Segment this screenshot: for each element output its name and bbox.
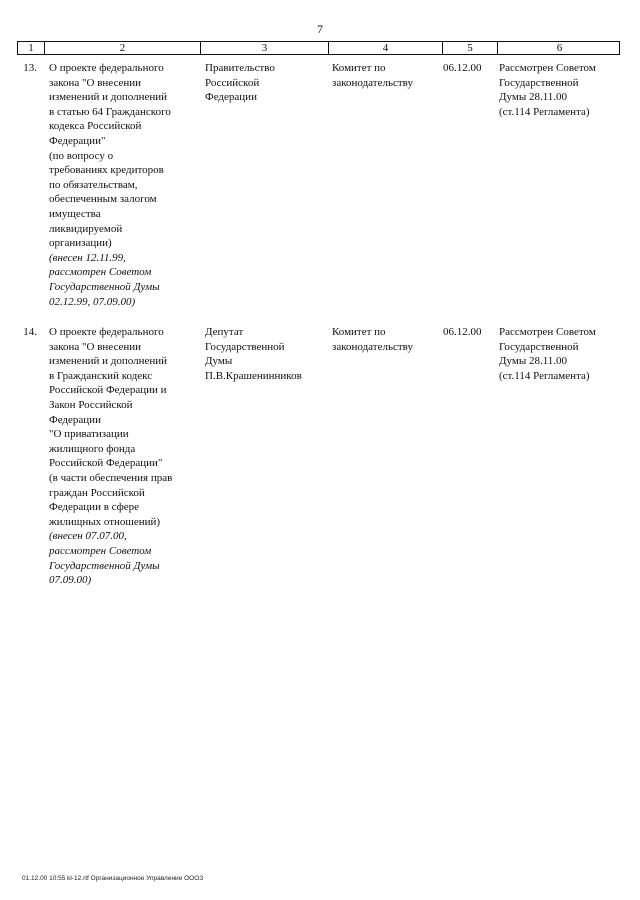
bill-note-line: Государственной Думы <box>49 280 160 293</box>
bill-title <box>43 325 199 588</box>
bill-title-line: Федерации в сфере <box>49 501 140 514</box>
status-line: Рассмотрен Советом <box>499 326 596 338</box>
bill-title-line: Российской Федерации" <box>49 457 163 470</box>
bill-title-line: (в части обеспечения прав <box>49 471 173 484</box>
bill-note-line: 07.09.00) <box>49 574 92 587</box>
bill-title-line: закона "О внесении <box>49 76 142 89</box>
review-date: 06.12.00 <box>443 62 482 74</box>
bill-title-line: организации) <box>49 237 112 250</box>
column-header: 1 <box>28 42 34 54</box>
bill-note-line: рассмотрен Советом <box>49 544 152 557</box>
bill-title-line: граждан Российской <box>49 486 145 499</box>
bill-title-line: изменений и дополнений <box>49 91 167 104</box>
bill-note-line: Государственной Думы <box>49 559 160 572</box>
row-number: 14. <box>23 326 37 338</box>
committee-line: Комитет по <box>332 326 386 338</box>
author-line: Правительство <box>205 62 275 74</box>
column-header: 2 <box>44 42 200 54</box>
committee-line: Комитет по <box>332 62 386 74</box>
bill-title-line: ликвидируемой <box>49 222 123 235</box>
bill-title-line: жилищного фонда <box>49 442 136 455</box>
review-date: 06.12.00 <box>443 326 482 338</box>
bill-title-line: имущества <box>49 207 101 220</box>
author-line: П.В.Крашенинников <box>205 369 302 382</box>
bill-author <box>199 61 327 309</box>
bill-title <box>43 61 199 309</box>
bill-title-line: О проекте федерального <box>49 62 164 74</box>
author-line: Государственной <box>205 340 285 353</box>
table-row <box>17 61 620 309</box>
status-line: Рассмотрен Советом <box>499 62 596 74</box>
bill-title-line: Российской Федерации и <box>49 384 167 397</box>
bill-title-line: обеспеченным залогом <box>49 193 157 206</box>
page-number: 7 <box>317 22 323 36</box>
bill-title-line: требованиях кредиторов <box>49 164 164 177</box>
status-line: Думы 28.11.00 <box>499 91 568 104</box>
bill-title-line: в статью 64 Гражданского <box>49 105 171 118</box>
bill-note-line: (внесен 07.07.00, <box>49 530 127 543</box>
status-line: (ст.114 Регламента) <box>499 105 590 118</box>
bill-title-line: (по вопросу о <box>49 149 114 162</box>
bill-title-line: Федерации" <box>49 134 106 147</box>
status-line: Государственной <box>499 340 579 353</box>
column-header: 6 <box>497 42 621 54</box>
bill-author <box>199 325 327 588</box>
status <box>496 61 620 309</box>
table-row <box>17 325 620 588</box>
column-header: 5 <box>442 42 497 54</box>
column-header: 3 <box>200 42 328 54</box>
author-line: Депутат <box>205 326 244 338</box>
bill-title-line: О проекте федерального <box>49 326 164 338</box>
document-footer: 01.12.00 10:55 kl-12.rtf Организационное Управление ОООЗ <box>22 875 204 882</box>
bill-note-line: (внесен 12.11.99, <box>49 251 126 264</box>
bill-title-line: кодекса Российской <box>49 120 142 133</box>
bill-title-line: Закон Российской <box>49 398 133 411</box>
committee <box>327 325 441 588</box>
committee <box>327 61 441 309</box>
bill-note-line: рассмотрен Советом <box>49 266 152 279</box>
status-line: Государственной <box>499 76 579 89</box>
committee-line: законодательству <box>332 340 413 353</box>
bill-note-line: 02.12.99, 07.09.00) <box>49 295 136 308</box>
status <box>496 325 620 588</box>
bill-title-line: "О приватизации <box>49 428 129 441</box>
column-header: 4 <box>328 42 442 54</box>
bill-title-line: изменений и дополнений <box>49 355 167 368</box>
status-line: (ст.114 Регламента) <box>499 369 590 382</box>
bill-title-line: Федерации <box>49 413 101 426</box>
table-header <box>17 41 620 55</box>
bill-title-line: по обязательствам, <box>49 178 138 191</box>
author-line: Думы <box>205 355 233 368</box>
bill-title-line: в Гражданский кодекс <box>49 369 153 382</box>
author-line: Российской <box>205 76 260 89</box>
bill-title-line: жилищных отношений) <box>49 515 161 528</box>
bill-title-line: закона "О внесении <box>49 340 142 353</box>
row-number: 13. <box>23 62 37 74</box>
status-line: Думы 28.11.00 <box>499 355 568 368</box>
committee-line: законодательству <box>332 76 413 89</box>
author-line: Федерации <box>205 91 257 104</box>
